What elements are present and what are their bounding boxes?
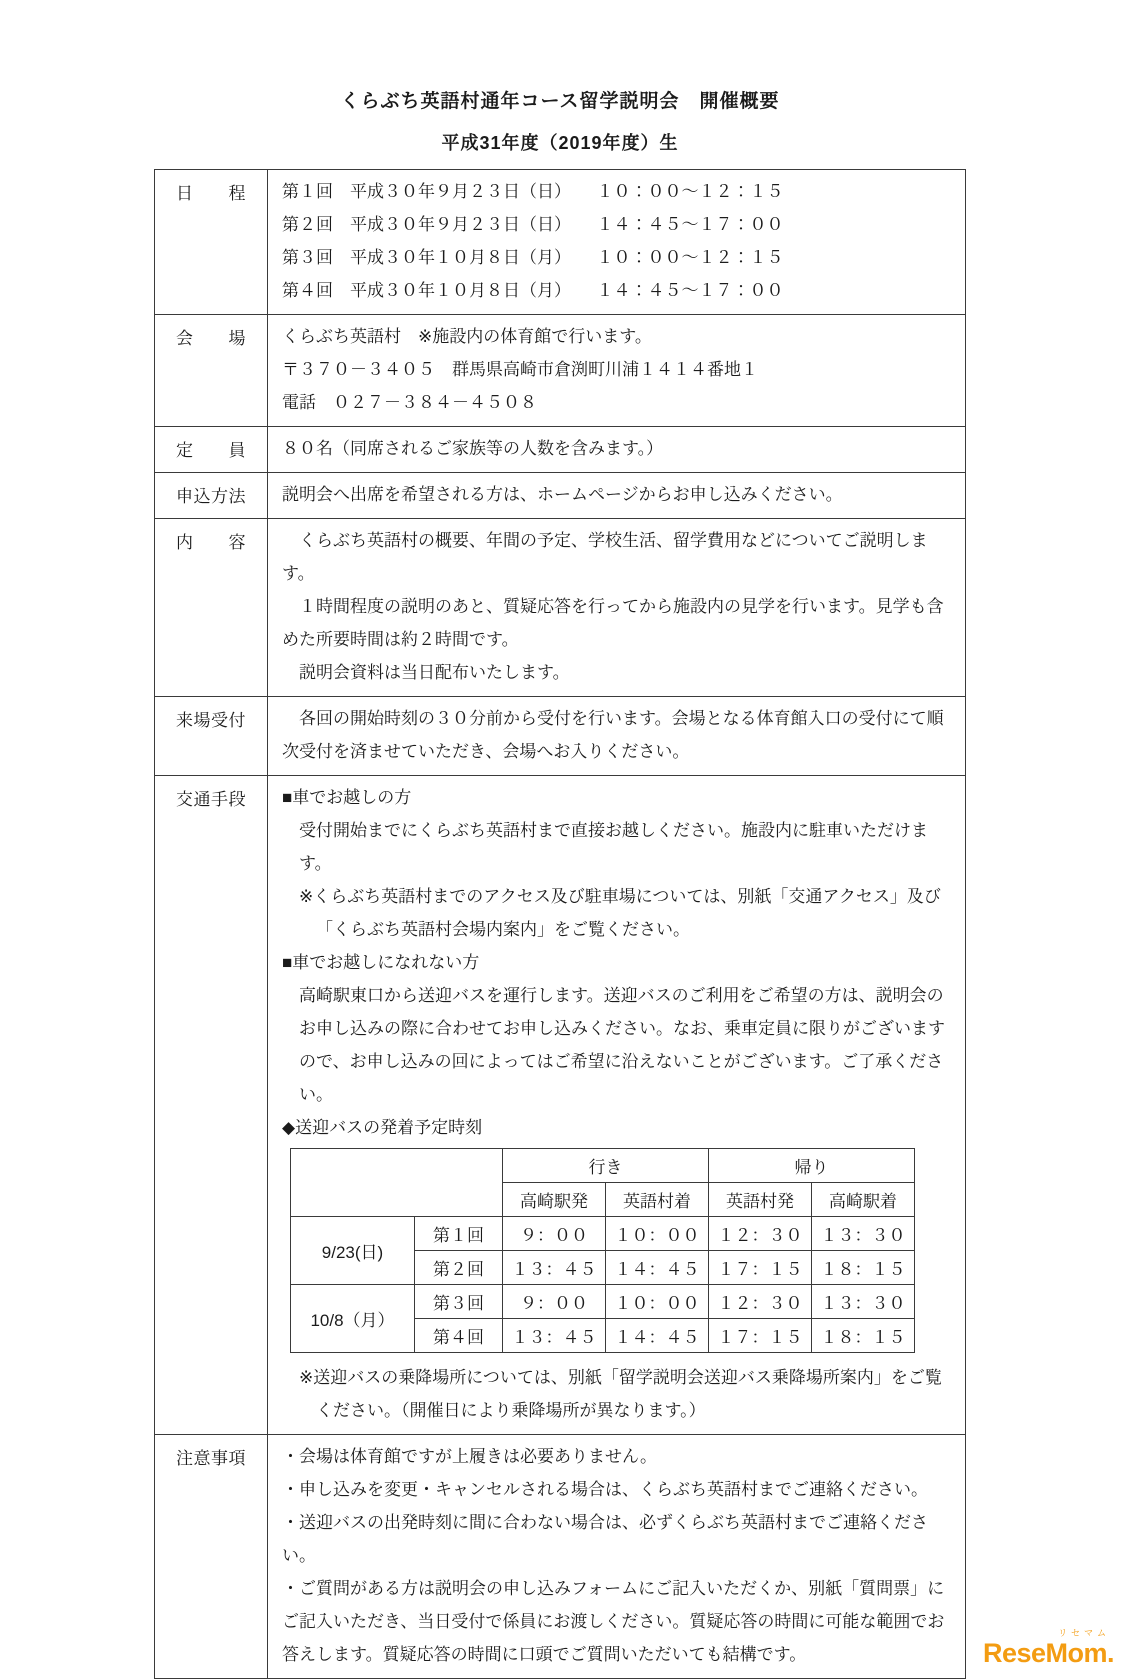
bus-time-cell: １４：４５ — [606, 1319, 709, 1353]
bus-date-cell: 9/23(日) — [291, 1217, 415, 1285]
bus-time-cell: １８：１５ — [812, 1251, 915, 1285]
transport-by-car-note: ※くらぶち英語村までのアクセス及び駐車場については、別紙「交通アクセス」及び「くらぶち英語村会場内案内」をご覧ください。 — [299, 887, 941, 939]
row-notes — [155, 1435, 966, 1679]
bus-table-corner-cell — [291, 1149, 503, 1217]
reception-text: 各回の開始時刻の３０分前から受付を行います。会場となる体育館入口の受付にて順次受付を済ませていただき、会場へお入りください。 — [282, 709, 944, 761]
bus-time-cell: １０：００ — [606, 1285, 709, 1319]
row-label-transport: 交通手段 — [155, 776, 268, 1435]
bus-session-cell: 第２回 — [415, 1251, 503, 1285]
bus-time-cell: １３：４５ — [503, 1319, 606, 1353]
bus-time-cell: １７：１５ — [709, 1251, 812, 1285]
row-content-venue — [268, 315, 966, 427]
resemom-logo-text: ReseMom. — [982, 1638, 1114, 1668]
contents-paragraph: くらぶち英語村の概要、年間の予定、学校生活、留学費用などについてご説明します。 — [282, 531, 928, 583]
bus-table-outbound-header: 行き — [503, 1149, 709, 1183]
row-label-application: 申込方法 — [155, 473, 268, 519]
capacity-text: ８０名（同席されるご家族等の人数を含みます。） — [282, 439, 664, 458]
bus-time-cell: ９：００ — [503, 1285, 606, 1319]
row-contents — [155, 519, 966, 697]
contents-paragraph: 説明会資料は当日配布いたします。 — [299, 663, 570, 682]
note-item: ・会場は体育館ですが上履きは必要ありません。 — [282, 1447, 658, 1466]
note-item: ・申し込みを変更・キャンセルされる場合は、くらぶち英語村までご連絡ください。 — [282, 1480, 928, 1499]
bus-time-cell: １４：４５ — [606, 1251, 709, 1285]
application-text: 説明会へ出席を希望される方は、ホームページからお申し込みください。 — [282, 485, 843, 504]
document-body — [154, 0, 966, 1679]
bus-time-cell: １２：３０ — [709, 1217, 812, 1251]
venue-line: 〒３７０－３４０５ 群馬県高崎市倉渕町川浦１４１４番地１ — [282, 360, 758, 379]
transport-by-car-text: 受付開始までにくらぶち英語村まで直接お越しください。施設内に駐車いただけます。 — [299, 821, 928, 873]
page-subtitle: 平成31年度（2019年度）生 — [441, 133, 679, 153]
bus-table-column-header: 英語村着 — [606, 1183, 709, 1217]
page-title: くらぶち英語村通年コース留学説明会 開催概要 — [340, 91, 780, 112]
bus-time-cell: １２：３０ — [709, 1285, 812, 1319]
row-schedule — [155, 170, 966, 315]
bus-table-header-row — [291, 1149, 915, 1183]
row-content-capacity — [268, 427, 966, 473]
bus-session-cell: 第１回 — [415, 1217, 503, 1251]
row-content-application — [268, 473, 966, 519]
bus-table-column-header: 高崎駅着 — [812, 1183, 915, 1217]
row-label-reception: 来場受付 — [155, 697, 268, 776]
schedule-line: 第２回 平成３０年９月２３日（日） １４：４５～１７：００ — [282, 215, 784, 234]
venue-line: くらぶち英語村 ※施設内の体育館で行います。 — [282, 327, 652, 346]
bus-time-cell: １７：１５ — [709, 1319, 812, 1353]
bus-stop-note: ※送迎バスの乗降場所については、別紙「留学説明会送迎バス乗降場所案内」をご覧ください。（開催日により乗降場所が異なります。） — [299, 1368, 942, 1420]
row-label-venue: 会 場 — [155, 315, 268, 427]
bus-table-column-header: 英語村発 — [709, 1183, 812, 1217]
transport-no-car-text: 高崎駅東口から送迎バスを運行します。送迎バスのご利用をご希望の方は、説明会のお申し込みの際に合わせてお申し込みください。なお、乗車定員に限りがございますので、お申し込みの回によってはご希望に沿えないことがございます。ご了承ください。 — [299, 986, 945, 1104]
bus-table-return-header: 帰り — [709, 1149, 915, 1183]
bus-session-cell: 第３回 — [415, 1285, 503, 1319]
row-venue — [155, 315, 966, 427]
bus-schedule-caption: ◆送迎バスの発着予定時刻 — [282, 1118, 483, 1137]
row-application — [155, 473, 966, 519]
row-label-contents: 内 容 — [155, 519, 268, 697]
bus-time-cell: １３：３０ — [812, 1217, 915, 1251]
transport-by-car-heading: ■車でお越しの方 — [282, 788, 412, 807]
transport-no-car-heading: ■車でお越しになれない方 — [282, 953, 480, 972]
info-table — [154, 169, 966, 1679]
schedule-line: 第１回 平成３０年９月２３日（日） １０：００～１２：１５ — [282, 182, 784, 201]
bus-time-cell: １０：００ — [606, 1217, 709, 1251]
note-item: ・ご質問がある方は説明会の申し込みフォームにご記入いただくか、別紙「質問票」にご記入いただき、当日受付で係員にお渡しください。質疑応答の時間に可能な範囲でお答えします。質疑応答の時間に口頭でご質問いただいても結構です。 — [282, 1579, 945, 1664]
row-content-reception — [268, 697, 966, 776]
schedule-line: 第４回 平成３０年１０月８日（月） １４：４５～１７：００ — [282, 281, 784, 300]
bus-session-cell: 第４回 — [415, 1319, 503, 1353]
row-label-notes: 注意事項 — [155, 1435, 268, 1679]
bus-table-row — [291, 1285, 915, 1319]
bus-time-cell: １３：４５ — [503, 1251, 606, 1285]
bus-time-cell: １８：１５ — [812, 1319, 915, 1353]
schedule-line: 第３回 平成３０年１０月８日（月） １０：００～１２：１５ — [282, 248, 784, 267]
bus-time-cell: １３：３０ — [812, 1285, 915, 1319]
bus-table-row — [291, 1217, 915, 1251]
row-content-transport — [268, 776, 966, 1435]
resemom-logo-ruby-text: リセマム — [1058, 1628, 1110, 1638]
bus-schedule-table — [290, 1148, 915, 1353]
row-capacity — [155, 427, 966, 473]
row-content-contents — [268, 519, 966, 697]
resemom-logo — [983, 1629, 1114, 1667]
note-item: ・送迎バスの出発時刻に間に合わない場合は、必ずくらぶち英語村までご連絡ください。 — [282, 1513, 928, 1565]
row-content-schedule — [268, 170, 966, 315]
row-content-notes — [268, 1435, 966, 1679]
bus-table-column-header: 高崎駅発 — [503, 1183, 606, 1217]
row-transport — [155, 776, 966, 1435]
contents-paragraph: １時間程度の説明のあと、質疑応答を行ってから施設内の見学を行います。見学も含めた所要時間は約２時間です。 — [282, 597, 944, 649]
venue-line: 電話 ０２７－３８４－４５０８ — [282, 393, 537, 412]
bus-date-cell: 10/8（月） — [291, 1285, 415, 1353]
row-reception — [155, 697, 966, 776]
bus-time-cell: ９：００ — [503, 1217, 606, 1251]
row-label-capacity: 定 員 — [155, 427, 268, 473]
row-label-schedule: 日 程 — [155, 170, 268, 315]
